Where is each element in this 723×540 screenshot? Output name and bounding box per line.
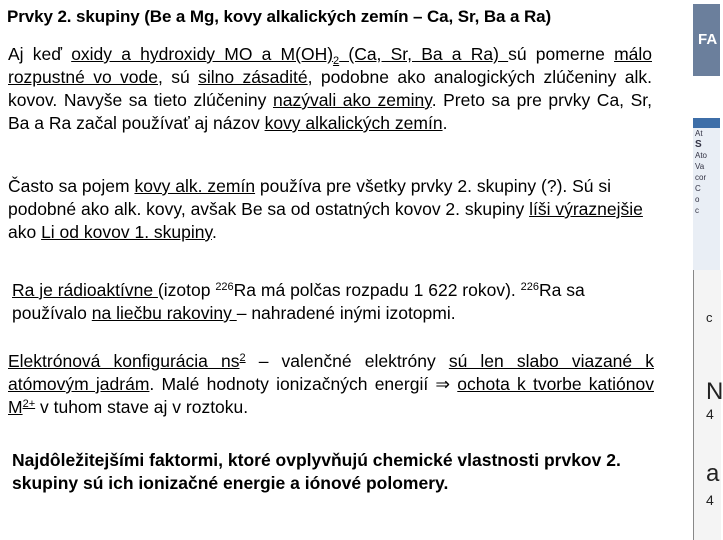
adjacent-box-char: N xyxy=(706,378,723,405)
adjacent-slide-box xyxy=(693,270,721,540)
adjacent-panel-line: o xyxy=(695,195,700,204)
adjacent-box-char: a xyxy=(706,460,720,487)
paragraph-konfiguracia: Elektrónová konfigurácia $ns^2$ – valenčné elektróny sú len slabo viazané k atómovým jadrám. Malé hodnoty ionizačných energií ⇒ ochota k tvorbe katiónov $M^{2+}$ v tuhom stave aj v roztoku. xyxy=(8,351,654,417)
implies-arrow-icon: ⇒ xyxy=(435,374,451,394)
adjacent-panel-line: C xyxy=(695,184,701,193)
paragraph-radium: Ra je rádioaktívne (izotop $^{226}$Ra má polčas rozpadu 1 622 rokov). $^{226}$Ra sa používalo na liečbu rakoviny – nahradené inými izotopmi. xyxy=(12,280,585,323)
adjacent-slide-edge xyxy=(690,0,723,540)
adjacent-panel-line: At xyxy=(695,129,703,138)
adjacent-box-char: c xyxy=(706,310,713,325)
slide-title: Prvky 2. skupiny (Be a Mg, kovy alkalických zemín – Ca, Sr, Ba a Ra) xyxy=(7,7,552,26)
adjacent-panel-line: cor xyxy=(695,173,707,182)
adjacent-panel-line: S xyxy=(695,139,702,150)
adjacent-panel-line: c xyxy=(695,206,699,215)
adjacent-panel-line: Va xyxy=(695,162,705,171)
adjacent-panel-line: Ato xyxy=(695,151,708,160)
adjacent-slide-header-label: FA xyxy=(698,31,718,48)
paragraph-pojem: Často sa pojem kovy alk. zemín používa pre všetky prvky 2. skupiny (?). Sú si podobné ako alk. kovy, avšak Be sa od ostatných kovov 2. skupiny líši výraznejšie ako Li od kovov 1. skupiny. xyxy=(8,176,643,242)
adjacent-slide-header xyxy=(693,4,720,76)
paragraph-zeminy: Aj keď oxidy a hydroxidy MO a $M(OH)_2$ (Ca, Sr, Ba a Ra) sú pomerne málo rozpustné vo vode, sú silno zásadité, podobne ako analogických zlúčeniny alk. kovov. Navyše sa tieto zlúčeniny nazývali ako zeminy. Preto sa pre prvky Ca, Sr, Ba a Ra začal používať aj názov kovy alkalických zemín. xyxy=(8,44,653,133)
adjacent-slide-panel xyxy=(693,118,720,276)
paragraph-faktory: Najdôležitejšími faktormi, ktoré ovplyvňujú chemické vlastnosti prvkov 2. skupiny sú ich ionizačné energie a iónové polomery. xyxy=(12,450,621,493)
adjacent-box-char: 4 xyxy=(706,406,714,422)
adjacent-box-char: 4 xyxy=(706,492,714,508)
